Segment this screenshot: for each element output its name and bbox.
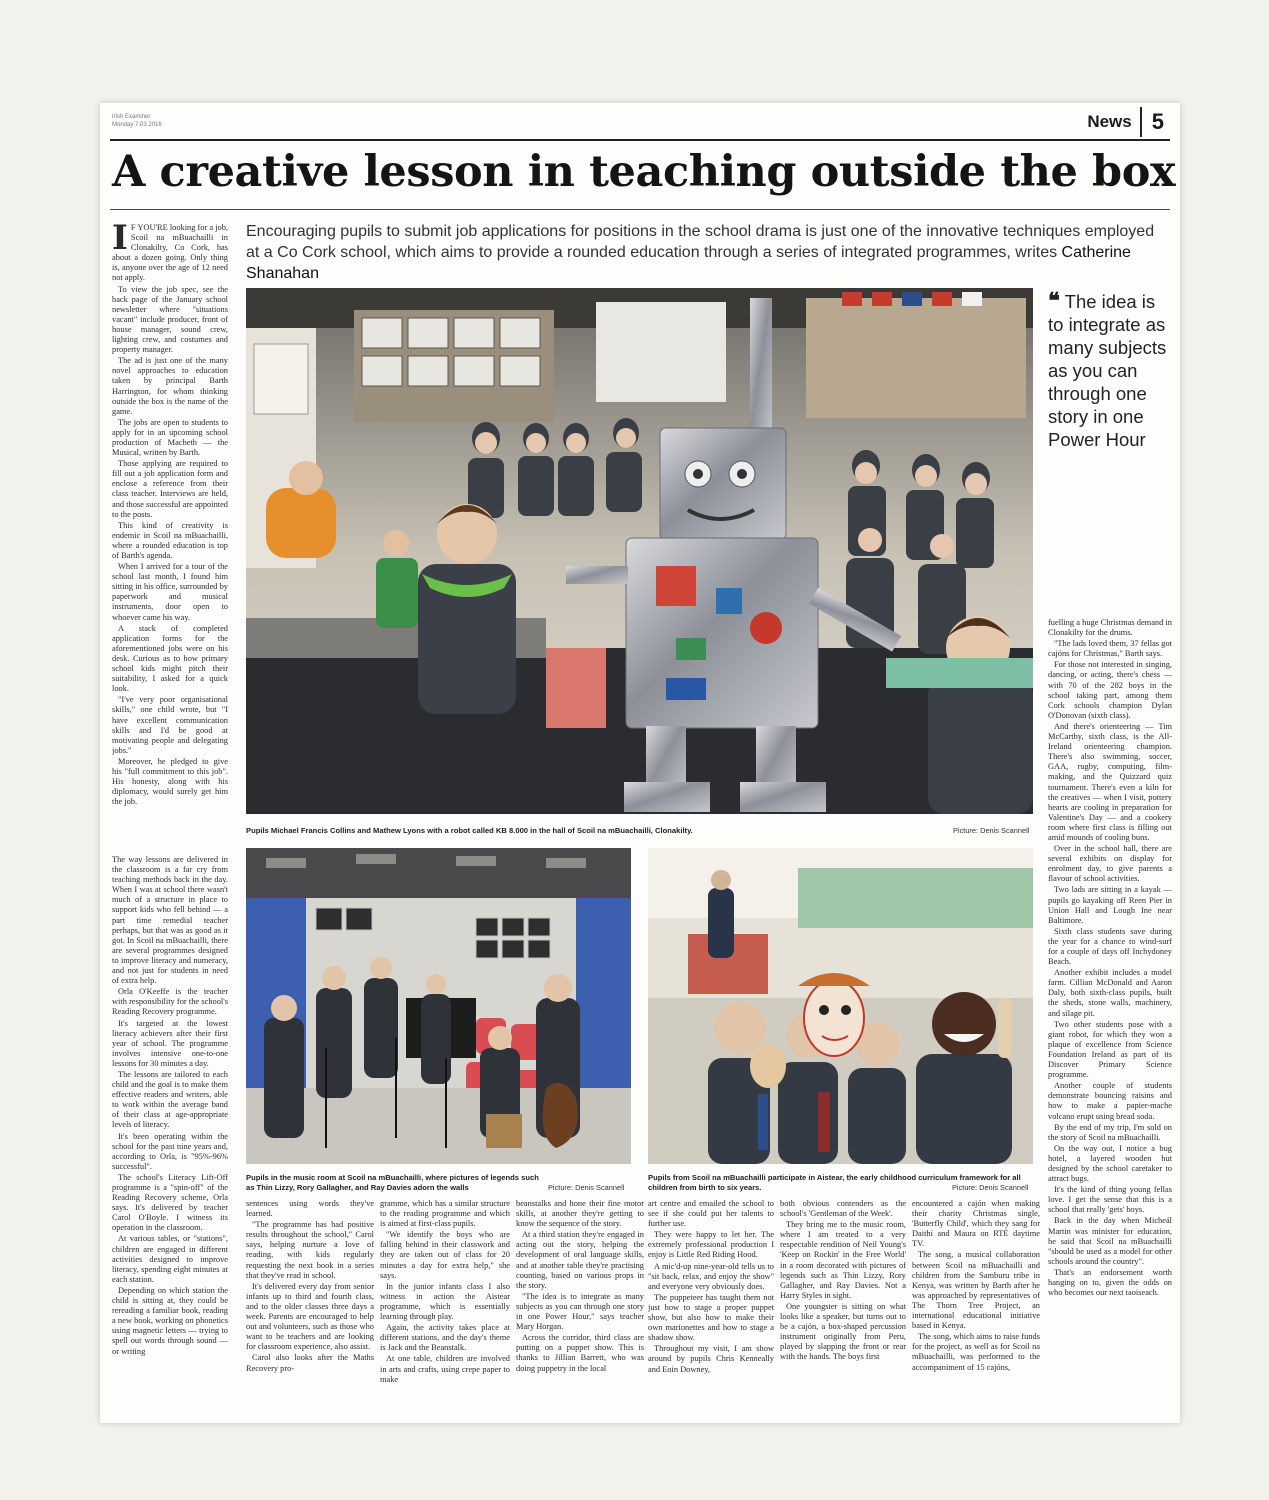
article-paragraph: "I've very poor organisational skills," one child wrote, but "I have excellent communication skills and I'd be good at motivating people and delegating jobs." [112, 695, 228, 755]
headline-rule [110, 209, 1170, 210]
article-paragraph: By the end of my trip, I'm sold on the story of Scoil na mBuachailli. [1048, 1122, 1172, 1142]
headline: A creative lesson in teaching outside the box [112, 147, 1176, 197]
article-paragraph: sentences using words they've learned. [246, 1199, 374, 1219]
article-paragraph: To view the job spec, see the back page of the January school newsletter where "situations vacant" include producer, front of house manager, sound crew, lighting crew, and costumes and property manager. [112, 284, 228, 355]
article-paragraph: The puppeteer has taught them not just how to stage a proper puppet show, but also how to make their own marionettes and how to stage a shadow show. [648, 1292, 774, 1343]
article-paragraph: Another couple of students demonstrate bouncing raisins and how to make a papier-mache volcano erupt using bread soda. [1048, 1081, 1172, 1121]
article-paragraph: F YOU'RE looking for a job, Scoil na mBuachailli in Clonakilty, Co Cork, has about a dozen going. Only thing is, anyone over the age of 12 need not apply. [112, 223, 228, 283]
caption-aistear: Pupils from Scoil na mBuachailli participate in Aistear, the early childhood curriculum framework for all children from birth to six years. [648, 1173, 1021, 1192]
article-column-1-continued [112, 855, 228, 1410]
article-paragraph: Throughout my visit, I am show around by pupils Chris Kenneally and Eoin Downey, [648, 1344, 774, 1374]
article-paragraph: beanstalks and hone their fine motor skills, at another they're getting to know the sequence of the story. [516, 1199, 644, 1229]
robot-hall-illustration [246, 288, 1033, 814]
article-paragraph: gramme, which has a similar structure to the reading programme and which is aimed at first-class pupils. [380, 1199, 510, 1229]
article-paragraph: The song, which aims to raise funds for the project, as well as for Scoil na mBuachailli, was performed to the accompaniment of 15 cajóns, [912, 1332, 1040, 1372]
issue-date: Monday 7.03.2016 [112, 122, 162, 128]
article-paragraph: For those not interested in singing, dancing, or acting, there's chess — with 70 of the 282 boys in the school taking part, among them Cork schools champion Dylan O'Donovan (sixth class). [1048, 660, 1172, 720]
article-paragraph: It's delivered every day from senior infants up to third and fourth class, and to the older classes three days a week. Parents are encouraged to help out and volunteers, such as those who want to be teachers and are looking for classroom experience, also assist. [246, 1281, 374, 1352]
credit-music-room: Picture: Denis Scannell [548, 1183, 625, 1192]
article-paragraph: On the way out, I notice a bug hotel, a layered wooden hut designed by the school caretaker to attract bugs. [1048, 1143, 1172, 1184]
article-paragraph: They were happy to let her. The extremely professional production I enjoy is Little Red Riding Hood. [648, 1230, 774, 1260]
standfirst-text: Encouraging pupils to submit job applications for positions in the school drama is just one of the innovative techniques employed at a Co Cork school, which aims to provide a rounded education through a series of integrated programmes, writes [246, 223, 1155, 261]
article-paragraph: art centre and emailed the school to see if she could put her talents to further use. [648, 1199, 774, 1229]
section-header [1087, 107, 1168, 137]
article-paragraph: Orla O'Keeffe is the teacher with responsibility for the school's Reading Recovery programme. [112, 987, 228, 1017]
article-column-4 [516, 1199, 644, 1411]
article-paragraph: Another exhibit includes a model farm. Cillian McDonald and Aaron Daly, both sixth-class pupils, built the sheds, stone walls, machinery, and silage pit. [1048, 968, 1172, 1018]
caption-robot-hall: Pupils Michael Francis Collins and Mathew Lyons with a robot called KB 8.000 in the hall of Scoil na mBuachailli, Clonakilty. [246, 826, 693, 835]
photo-robot-hall [246, 288, 1033, 814]
article-paragraph: The way lessons are delivered in the classroom is a far cry from teaching methods back in the day. When I was at school there wasn't much of a structure in place to support kids who fell behind — a part time remedial teacher perhaps, but that was as good as it got. In Scoil na mBuachailli, there are several programmes designed to improve literacy and numeracy, and not just for students in need of extra help. [112, 855, 228, 986]
article-paragraph: This kind of creativity is endemic in Scoil na mBuachailli, where a rounded education is top of Barth's agenda. [112, 520, 228, 560]
article-paragraph: Over in the school hall, there are several exhibits on display for enrolment day, to give parents a flavour of school activities. [1048, 844, 1172, 884]
article-paragraph: A stack of completed application forms for the aforementioned jobs were on his desk. Curious as to how primary school kids might pitch their suitability, I asked for a quick look. [112, 623, 228, 694]
article-paragraph: The lessons are tailored to each child and the goal is to make them effective readers and writers, able to work within the average band of their class at age-appropriate levels of literacy. [112, 1069, 228, 1130]
top-rule [110, 139, 1170, 141]
masthead-meta [112, 113, 162, 129]
music-room-illustration [246, 848, 631, 1164]
photo-music-room [246, 848, 631, 1164]
standfirst [246, 221, 1168, 284]
article-paragraph: One youngster is sitting on what looks like a speaker, but turns out to be a cajón, a box-shaped percussion instrument originally from Peru, played by slapping the front or rear with the hands. The boys first [780, 1301, 906, 1362]
article-paragraph: The song, a musical collaboration between Scoil na mBuachailli and children from the Samburu tribe in Kenya, was written by Barth after he was approached by representatives of The Thorn Tree Project, an international educational initiative based in Kenya. [912, 1250, 1040, 1331]
article-paragraph: Depending on which station the child is sitting at, they could be rereading a familiar book, reading a new book, working on phonetics using magnetic letters — trying to spell out words through sound — or writing [112, 1285, 228, 1356]
article-column-2 [246, 1199, 374, 1411]
article-paragraph: The jobs are open to students to apply for in an upcoming school production of Macbeth — the Musical, written by Barth. [112, 417, 228, 458]
article-paragraph: A mic'd-up nine-year-old tells us to "sit back, relax, and enjoy the show" and everyone very obviously does. [648, 1261, 774, 1291]
article-paragraph: It's targeted at the lowest literacy achievers after their first year of school. The programme involves intensive one-to-one lessons for 30 minutes a day. [112, 1018, 228, 1068]
drop-cap: I [112, 223, 128, 258]
article-paragraph: Sixth class students save during the year for a chance to wind-surf for a couple of days off Inchydoney Beach. [1048, 926, 1172, 967]
article-paragraph: Across the corridor, third class are putting on a puppet show. This is thanks to Jillian Barrett, who was doing puppetry in the local [516, 1333, 644, 1373]
article-column-7 [912, 1199, 1040, 1411]
article-paragraph: Carol also looks after the Maths Recovery pro- [246, 1353, 374, 1373]
article-paragraph: At various tables, or "stations", children are engaged in different activities designed to improve literacy, spending eight minutes at each station. [112, 1234, 228, 1284]
article-paragraph: At one table, children are involved in arts and crafts, using crepe paper to make [380, 1354, 510, 1384]
byline-author: Catherine Shanahan [246, 244, 1131, 282]
article-column-1 [112, 223, 228, 838]
page-number: 5 [1140, 107, 1168, 137]
article-paragraph: fuelling a huge Christmas demand in Clonakilty for the drums. [1048, 618, 1172, 638]
quote-mark-icon: ❝ [1048, 288, 1060, 313]
credit-aistear: Picture: Denis Scannell [952, 1183, 1029, 1192]
photo-aistear [648, 848, 1033, 1164]
article-paragraph: Two lads are sitting in a kayak — pupils go kayaking off Reen Pier in Union Hall and Lough Ine near Baltimore. [1048, 885, 1172, 925]
article-paragraph: both obvious contenders as the school's 'Gentleman of the Week'. [780, 1199, 906, 1219]
article-column-3 [380, 1199, 510, 1411]
article-paragraph: That's an endorsement worth hanging on to, given the odds on who becomes our next taoiseach. [1048, 1267, 1172, 1298]
article-paragraph: Two other students pose with a giant robot, for which they won a plaque of excellence from Science Foundation Ireland as part of its Discover Primary Science programme. [1048, 1019, 1172, 1080]
pull-quote-text: The idea is to integrate as many subjects as you can through one story in one Power Hour [1048, 291, 1167, 450]
article-paragraph: At a third station they're engaged in acting out the story, helping the development of oral language skills, and at another table they're practising counting, based on various props in the story. [516, 1230, 644, 1290]
article-paragraph: encountered a cajón when making their charity Christmas single, 'Butterfly Child', which they sang for Daithí and Maura on RTÉ daytime TV. [912, 1199, 1040, 1249]
article-paragraph: "We identify the boys who are falling behind in their classwork and they are taken out of class for 20 minutes a day for extra help," she says. [380, 1230, 510, 1280]
article-paragraph: And there's orienteering — Tim McCarthy, sixth class, is the All-Ireland orienteering champion. There's also swimming, soccer, GAA, rugby, computing, film-making, and the Quizzard quiz tournament. There's even a kiln for the creatives — when I visit, pottery hearts are cooling in preparation for Valentine's Day — and a cookery room where first class is filling out amid mounds of cooling buns. [1048, 721, 1172, 842]
article-paragraph: "The idea is to integrate as many subjects as you can through one story in one Power Hour," says teacher Mary Horgan. [516, 1291, 644, 1332]
article-paragraph: Those applying are required to fill out a job application form and enclose a reference from their class teacher. Interviews are held, and those successful are appointed to the posts. [112, 459, 228, 519]
article-paragraph: It's the kind of thing young fellas love. I get the sense that this is a school that really 'gets' boys. [1048, 1185, 1172, 1215]
pull-quote [1048, 289, 1172, 451]
article-paragraph: "The lads loved them, 37 fellas got cajóns for Christmas," Barth says. [1048, 639, 1172, 659]
credit-robot-hall: Picture: Denis Scannell [953, 826, 1030, 835]
article-paragraph: In the junior infants class I also witness in action the Aistear programme, which is essentially learning through play. [380, 1281, 510, 1322]
article-paragraph: They bring me to the music room, where I am treated to a very respectable rendition of Neil Young's 'Keep on Rockin' in the Free World' in a room decorated with pictures of legends such as Thin Lizzy, Rory Gallagher, and Ray Davies. Not a Harry Styles in sight. [780, 1220, 906, 1300]
caption-music-room: Pupils in the music room at Scoil na mBuachailli, where pictures of legends such as Thin Lizzy, Rory Gallagher, and Ray Davies adorn the walls [246, 1173, 539, 1192]
article-column-6 [780, 1199, 906, 1411]
article-paragraph: It's been operating within the school for the past nine years and, according to Orla, is "95%-96% successful". [112, 1131, 228, 1171]
article-paragraph: Back in the day when Micheál Martin was minister for education, he said that Scoil na mBuachailli "should be used as a model for other schools around the country". [1048, 1216, 1172, 1266]
newspaper-page [100, 103, 1180, 1423]
article-column-5 [648, 1199, 774, 1411]
section-label: News [1087, 112, 1132, 131]
article-paragraph: The school's Literacy Lift-Off programme is a "spin-off" of the Reading Recovery scheme, Orla says. It's delivered by teacher Carol O'Boyle. I witness its operation in the classroom. [112, 1172, 228, 1233]
paper-name: Irish Examiner [112, 114, 151, 120]
article-paragraph: Again, the activity takes place at different stations, and the day's theme is Jack and the Beanstalk. [380, 1323, 510, 1353]
article-column-8 [1048, 618, 1172, 1410]
aistear-illustration [648, 848, 1033, 1164]
article-paragraph: The ad is just one of the many novel approaches to education taken by principal Barth Harrington, for whom thinking outside the box is the name of the game. [112, 356, 228, 416]
article-paragraph: When I arrived for a tour of the school last month, I found him sitting in his office, surrounded by paperwork and musical instruments, door open to whoever came his way. [112, 562, 228, 622]
article-paragraph: Moreover, he pledged to give his "full commitment to this job". His honesty, along with his diplomacy, would surely get him the job. [112, 756, 228, 807]
article-paragraph: "The programme has had positive results throughout the school," Carol says, helping nurture a love of reading, with kids regularly requesting the next book in a series that they've read in school. [246, 1220, 374, 1280]
